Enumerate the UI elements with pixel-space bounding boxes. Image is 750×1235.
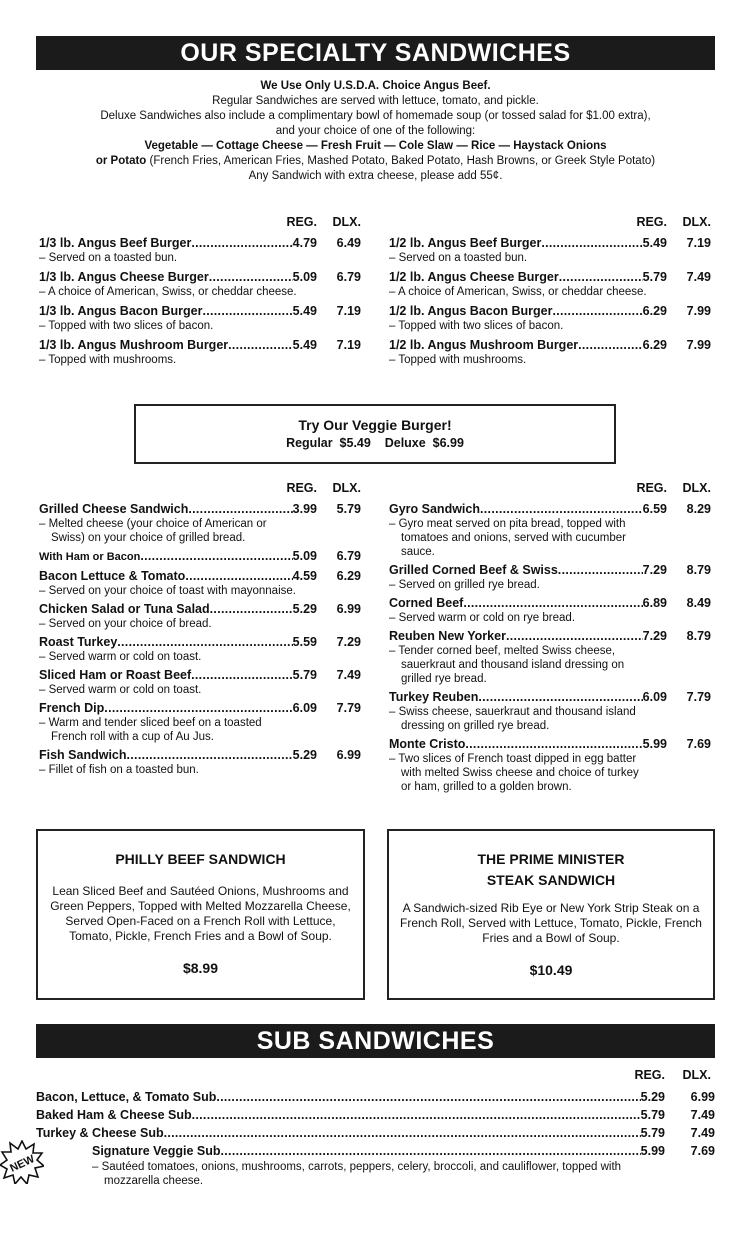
item-description: – Served on a toasted bun.: [39, 251, 299, 265]
sub-dlx-price: 7.49: [690, 1108, 715, 1122]
intro-line-6-rest: (French Fries, American Fries, Mashed Potato, Baked Potato, Hash Browns, or Greek Style Potato): [146, 155, 656, 167]
menu-item-row: [389, 501, 711, 517]
prime-body: A Sandwich-sized Rib Eye or New York Strip Steak on a French Roll, Served with Lettuce, Tomato, Pickle, French Fries and a Bowl of Soup.: [400, 901, 702, 945]
leader-dots: [559, 269, 643, 285]
reg-label: REG.: [286, 481, 317, 495]
item-dlx-price: 6.99: [336, 748, 361, 762]
item-description: – Topped with mushrooms.: [389, 353, 649, 367]
specialty-banner: OUR SPECIALTY SANDWICHES: [36, 36, 715, 70]
menu-item: [389, 689, 711, 733]
reg-label: REG.: [636, 215, 667, 229]
menu-item: [39, 700, 361, 744]
item-name: Roast Turkey: [39, 635, 118, 649]
item-reg-price: 5.49: [642, 236, 667, 250]
leader-dots: [558, 562, 643, 578]
leader-dots: [228, 337, 293, 353]
intro-line-2: Regular Sandwiches are served with lettuce, tomato, and pickle.: [212, 95, 539, 107]
price-header: [389, 215, 711, 231]
item-description: – Gyro meat served on pita bread, topped with tomatoes and onions, served with cucumber sauce.: [389, 517, 649, 559]
veggie-prices: Regular $5.49 Deluxe $6.99: [286, 436, 464, 450]
menu-item: [39, 568, 361, 598]
item-reg-price: 3.99: [292, 502, 317, 516]
item-description: – Melted cheese (your choice of American or Swiss) on your choice of grilled bread.: [39, 517, 299, 545]
item-name: French Dip: [39, 701, 105, 715]
leader-dots: [578, 337, 643, 353]
item-dlx-price: 7.99: [686, 338, 711, 352]
leader-dots: [209, 269, 293, 285]
sub-name: Baked Ham & Cheese Sub: [36, 1108, 192, 1122]
sub-item-row: [36, 1124, 715, 1142]
menu-item-row: [39, 700, 361, 716]
sandwiches-right-column: [389, 481, 711, 794]
item-dlx-price: 5.79: [336, 502, 361, 516]
item-reg-price: 5.49: [292, 338, 317, 352]
menu-item-row: [389, 269, 711, 285]
leader-dots: [140, 548, 292, 564]
item-name: Reuben New Yorker: [389, 629, 506, 643]
item-description: – Fillet of fish on a toasted bun.: [39, 763, 299, 777]
item-dlx-price: 7.19: [336, 338, 361, 352]
item-dlx-price: 7.49: [336, 668, 361, 682]
sub-reg-price: 5.79: [640, 1126, 665, 1140]
leader-dots: [202, 303, 292, 319]
leader-dots: [164, 1124, 641, 1142]
burgers-left-column: [39, 215, 361, 367]
sub-name: Signature Veggie Sub: [92, 1144, 221, 1158]
leader-dots: [210, 601, 293, 617]
menu-item: [389, 501, 711, 559]
subs-header: [36, 1068, 715, 1084]
menu-item: [389, 235, 711, 265]
leader-dots: [191, 667, 293, 683]
sub-dlx-price: 7.69: [690, 1144, 715, 1158]
sub-item-row: [36, 1142, 715, 1160]
reg-label: REG.: [286, 215, 317, 229]
veggie-title: Try Our Veggie Burger!: [298, 417, 452, 433]
menu-item: [389, 269, 711, 299]
item-name: With Ham or Bacon: [39, 551, 141, 563]
dlx-label: DLX.: [332, 481, 361, 495]
menu-item: [39, 548, 361, 565]
item-description: – Served on your choice of toast with mayonnaise.: [39, 584, 299, 598]
item-reg-price: 5.49: [292, 304, 317, 318]
item-description: – Served warm or cold on rye bread.: [389, 611, 649, 625]
leader-dots: [117, 634, 292, 650]
item-description: – Swiss cheese, sauerkraut and thousand island dressing on grilled rye bread.: [389, 705, 649, 733]
subs-reg-label: REG.: [634, 1068, 665, 1082]
menu-item-row: [389, 736, 711, 752]
menu-item: [39, 235, 361, 265]
sub-item-row: [36, 1088, 715, 1106]
item-description: – Served on a toasted bun.: [389, 251, 649, 265]
menu-item-row: [39, 667, 361, 683]
sub-reg-price: 5.29: [640, 1090, 665, 1104]
sub-item: [36, 1106, 715, 1124]
prime-minister-box: [387, 829, 715, 1000]
item-reg-price: 6.29: [642, 338, 667, 352]
subs-banner: SUB SANDWICHES: [36, 1024, 715, 1058]
item-reg-price: 4.79: [292, 236, 317, 250]
leader-dots: [216, 1088, 640, 1106]
menu-item: [39, 303, 361, 333]
item-reg-price: 6.89: [642, 596, 667, 610]
intro-text: [36, 79, 715, 184]
dlx-label: DLX.: [682, 481, 711, 495]
item-description: – Served on your choice of bread.: [39, 617, 299, 631]
menu-item: [39, 501, 361, 545]
menu-item-row: [389, 337, 711, 353]
item-reg-price: 6.09: [642, 690, 667, 704]
item-description: – Topped with mushrooms.: [39, 353, 299, 367]
item-reg-price: 5.29: [292, 602, 317, 616]
menu-item-row: [39, 235, 361, 251]
sub-item: [36, 1142, 715, 1160]
menu-item-row: [389, 562, 711, 578]
menu-item: [389, 595, 711, 625]
item-dlx-price: 6.49: [336, 236, 361, 250]
item-dlx-price: 7.99: [686, 304, 711, 318]
item-description: – A choice of American, Swiss, or cheddar cheese.: [39, 285, 299, 299]
item-name: Bacon Lettuce & Tomato: [39, 569, 186, 583]
item-name: Grilled Cheese Sandwich: [39, 502, 189, 516]
item-name: 1/2 lb. Angus Cheese Burger: [389, 270, 559, 284]
item-reg-price: 5.29: [292, 748, 317, 762]
menu-item-row: [39, 501, 361, 517]
philly-box: [36, 829, 365, 1000]
item-reg-price: 5.09: [292, 549, 317, 563]
item-reg-price: 5.59: [292, 635, 317, 649]
item-dlx-price: 6.79: [336, 549, 361, 563]
subs-items: [36, 1088, 715, 1160]
item-dlx-price: 8.49: [686, 596, 711, 610]
subs-dlx-label: DLX.: [682, 1068, 711, 1082]
item-name: Sliced Ham or Roast Beef: [39, 668, 192, 682]
sub-dlx-price: 6.99: [690, 1090, 715, 1104]
item-dlx-price: 6.29: [336, 569, 361, 583]
item-description: – Warm and tender sliced beef on a toasted French roll with a cup of Au Jus.: [39, 716, 299, 744]
leader-dots: [552, 303, 642, 319]
philly-price: $8.99: [182, 960, 219, 976]
price-header: [389, 481, 711, 497]
dlx-label: DLX.: [332, 215, 361, 229]
new-starburst-icon: [0, 1140, 44, 1184]
menu-item-row: [39, 747, 361, 763]
leader-dots: [127, 747, 293, 763]
sub-name: Bacon, Lettuce, & Tomato Sub: [36, 1090, 217, 1104]
menu-item-row: [39, 337, 361, 353]
item-name: 1/2 lb. Angus Mushroom Burger: [389, 338, 579, 352]
menu-item: [39, 634, 361, 664]
menu-item-row: [389, 628, 711, 644]
item-name: Fish Sandwich: [39, 748, 127, 762]
item-name: Turkey Reuben: [389, 690, 479, 704]
leader-dots: [188, 501, 292, 517]
intro-line-6: [36, 154, 715, 169]
item-name: Monte Cristo: [389, 737, 466, 751]
menu-item: [39, 269, 361, 299]
sub-reg-price: 5.99: [640, 1144, 665, 1158]
sub-name: Turkey & Cheese Sub: [36, 1126, 164, 1140]
leader-dots: [465, 736, 642, 752]
item-dlx-price: 8.79: [686, 629, 711, 643]
item-description: – Topped with two slices of bacon.: [39, 319, 299, 333]
item-dlx-price: 6.99: [336, 602, 361, 616]
menu-item: [39, 337, 361, 367]
prime-title-1: THE PRIME MINISTER: [477, 851, 625, 867]
leader-dots: [478, 689, 642, 705]
price-header: [39, 215, 361, 231]
menu-item: [389, 736, 711, 794]
veggie-burger-box: [134, 404, 616, 464]
leader-dots: [104, 700, 292, 716]
item-name: 1/3 lb. Angus Beef Burger: [39, 236, 192, 250]
item-dlx-price: 6.79: [336, 270, 361, 284]
burgers-right-column: [389, 215, 711, 367]
leader-dots: [506, 628, 643, 644]
intro-line-6-bold: or Potato: [95, 155, 147, 167]
leader-dots: [480, 501, 643, 517]
item-reg-price: 6.29: [642, 304, 667, 318]
item-description: – Served warm or cold on toast.: [39, 650, 299, 664]
prime-price: $10.49: [529, 962, 573, 978]
menu-item: [39, 747, 361, 777]
item-reg-price: 6.09: [292, 701, 317, 715]
philly-body: Lean Sliced Beef and Sautéed Onions, Mushrooms and Green Peppers, Topped with Melted Mozzarella Cheese, Served Open-Faced on a French Roll with Lettuce, Tomato, Pickle, French Fries and a Bowl of Soup.: [50, 884, 351, 943]
menu-item: [389, 303, 711, 333]
menu-item-row: [389, 595, 711, 611]
leader-dots: [541, 235, 642, 251]
item-reg-price: 6.59: [642, 502, 667, 516]
intro-line-1: We Use Only U.S.D.A. Choice Angus Beef.: [260, 80, 491, 92]
item-dlx-price: 7.29: [336, 635, 361, 649]
menu-item-row: [389, 303, 711, 319]
item-reg-price: 5.79: [292, 668, 317, 682]
intro-line-5: Vegetable — Cottage Cheese — Fresh Fruit — Cole Slaw — Rice — Haystack Onions: [144, 140, 607, 152]
sub-item: [36, 1124, 715, 1142]
menu-item-row: [39, 601, 361, 617]
menu-item: [389, 628, 711, 686]
menu-item: [39, 601, 361, 631]
item-dlx-price: 7.19: [336, 304, 361, 318]
leader-dots: [185, 568, 292, 584]
item-reg-price: 4.59: [292, 569, 317, 583]
item-dlx-price: 7.79: [336, 701, 361, 715]
item-reg-price: 7.29: [642, 629, 667, 643]
item-description: – Topped with two slices of bacon.: [389, 319, 649, 333]
menu-item-row: [39, 303, 361, 319]
item-reg-price: 5.79: [642, 270, 667, 284]
veggie-sub-desc: – Sautéed tomatoes, onions, mushrooms, carrots, peppers, celery, broccoli, and cauliflower, topped with mozzarella cheese.: [92, 1160, 652, 1188]
item-name: 1/3 lb. Angus Mushroom Burger: [39, 338, 229, 352]
item-description: – Two slices of French toast dipped in egg batter with melted Swiss cheese and choice of turkey or ham, grilled to a golden brown.: [389, 752, 649, 794]
menu-item-row: [389, 689, 711, 705]
prime-title-2: STEAK SANDWICH: [486, 872, 616, 888]
menu-item-row: [389, 235, 711, 251]
item-name: Gyro Sandwich: [389, 502, 480, 516]
item-dlx-price: 8.29: [686, 502, 711, 516]
menu-item-row: [39, 269, 361, 285]
item-reg-price: 7.29: [642, 563, 667, 577]
item-name: 1/3 lb. Angus Bacon Burger: [39, 304, 203, 318]
item-description: – Served warm or cold on toast.: [39, 683, 299, 697]
item-dlx-price: 7.49: [686, 270, 711, 284]
sub-dlx-price: 7.49: [690, 1126, 715, 1140]
reg-label: REG.: [636, 481, 667, 495]
dlx-label: DLX.: [682, 215, 711, 229]
leader-dots: [191, 235, 292, 251]
item-name: Corned Beef: [389, 596, 464, 610]
item-name: Chicken Salad or Tuna Salad: [39, 602, 210, 616]
sub-item-row: [36, 1106, 715, 1124]
leader-dots: [192, 1106, 641, 1124]
menu-item-row: [39, 634, 361, 650]
item-reg-price: 5.09: [292, 270, 317, 284]
price-header: [39, 481, 361, 497]
item-dlx-price: 7.79: [686, 690, 711, 704]
philly-title: PHILLY BEEF SANDWICH: [115, 851, 286, 867]
item-dlx-price: 7.19: [686, 236, 711, 250]
item-description: – Tender corned beef, melted Swiss cheese, sauerkraut and thousand island dressing on grilled rye bread.: [389, 644, 649, 686]
intro-line-3: Deluxe Sandwiches also include a complimentary bowl of homemade soup (or tossed salad for $1.00 extra),: [100, 110, 651, 122]
item-description: – Served on grilled rye bread.: [389, 578, 649, 592]
sub-reg-price: 5.79: [640, 1108, 665, 1122]
item-description: – A choice of American, Swiss, or cheddar cheese.: [389, 285, 649, 299]
menu-item-row: [39, 568, 361, 584]
menu-item: [389, 337, 711, 367]
item-name: 1/2 lb. Angus Beef Burger: [389, 236, 542, 250]
menu-item-row: [39, 548, 361, 565]
sandwiches-left-column: [39, 481, 361, 777]
item-dlx-price: 8.79: [686, 563, 711, 577]
item-dlx-price: 7.69: [686, 737, 711, 751]
subs-list: [36, 1068, 715, 1188]
menu-item: [389, 562, 711, 592]
intro-line-7: Any Sandwich with extra cheese, please add 55¢.: [248, 170, 503, 182]
item-name: Grilled Corned Beef & Swiss: [389, 563, 558, 577]
leader-dots: [463, 595, 642, 611]
sub-item: [36, 1088, 715, 1106]
new-badge-text: NEW: [8, 1153, 37, 1175]
leader-dots: [221, 1142, 641, 1160]
item-name: 1/3 lb. Angus Cheese Burger: [39, 270, 209, 284]
menu-item: [39, 667, 361, 697]
item-name: 1/2 lb. Angus Bacon Burger: [389, 304, 553, 318]
item-reg-price: 5.99: [642, 737, 667, 751]
intro-line-4: and your choice of one of the following:: [275, 125, 476, 137]
